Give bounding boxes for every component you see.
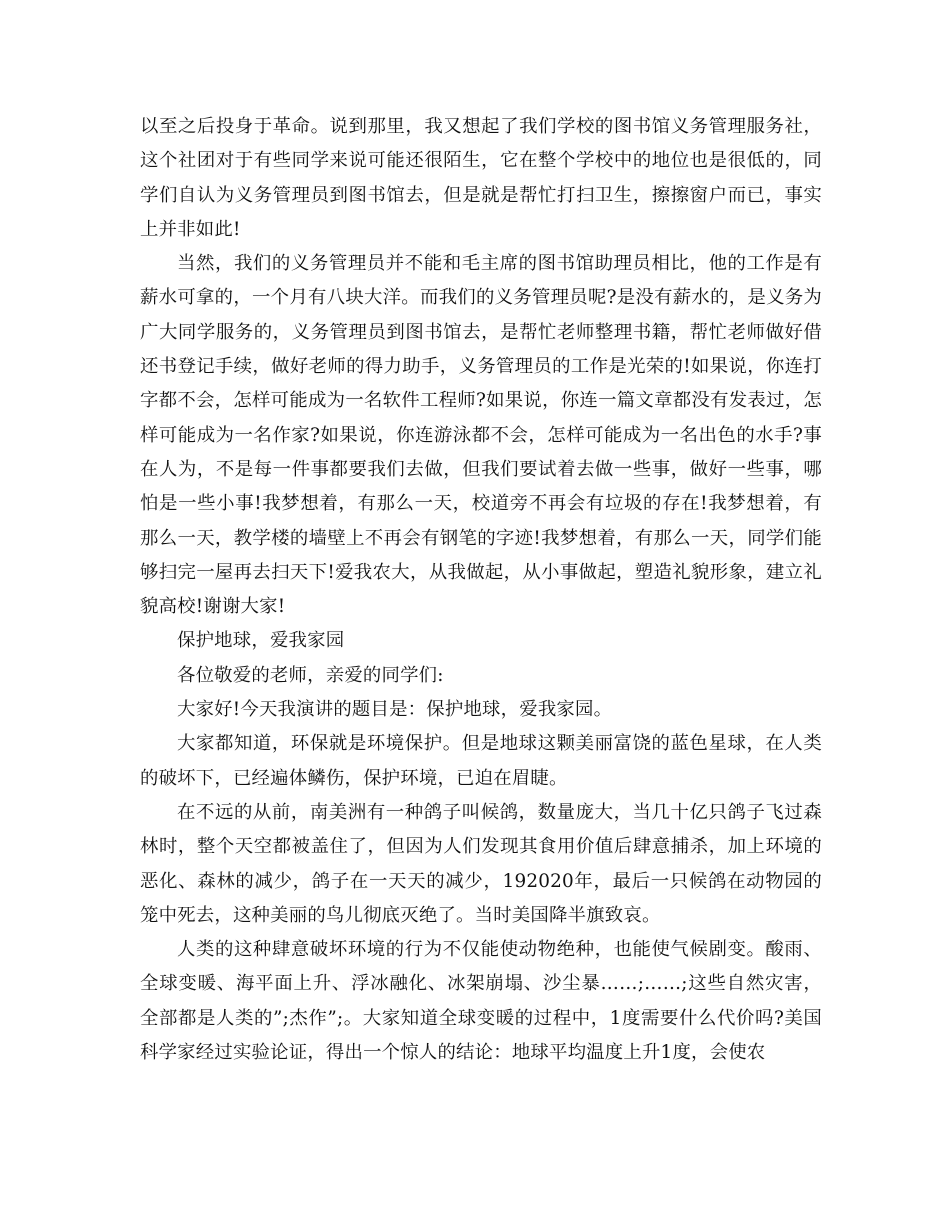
paragraph: 大家都知道，环保就是环境保护。但是地球这颗美丽富饶的蓝色星球，在人类的破坏下，已经遍体鳞伤，保护环境，已迫在眉睫。 (140, 733, 822, 789)
section-title: 保护地球，爱我家园 (177, 630, 345, 652)
document-page (140, 110, 822, 1070)
paragraph: 当然，我们的义务管理员并不能和毛主席的图书馆助理员相比，他的工作是有薪水可拿的，一个月有八块大洋。而我们的义务管理员呢?是没有薪水的，是义务为广大同学服务的，义务管理员到图书馆去，是帮忙老师整理书籍，帮忙老师做好借还书登记手续，做好老师的得力助手，义务管理员的工作是光荣的!如果说，你连打字都不会，怎样可能成为一名软件工程师?如果说，你连一篇文章都没有发表过，怎样可能成为一名作家?如果说，你连游泳都不会，怎样可能成为一名出色的水手?事在人为，不是每一件事都要我们去做，但我们要试着去做一些事，做好一些事，哪怕是一些小事!我梦想着，有那么一天，校道旁不再会有垃圾的存在!我梦想着，有那么一天，教学楼的墙壁上不再会有钢笔的字迹!我梦想着，有那么一天，同学们能够扫完一屋再去扫天下!爱我农大，从我做起，从小事做起，塑造礼貌形象，建立礼貌高校!谢谢大家! (140, 253, 822, 618)
paragraph: 人类的这种肆意破坏环境的行为不仅能使动物绝种，也能使气候剧变。酸雨、全球变暖、海平面上升、浮冰融化、冰架崩塌、沙尘暴……;……;这些自然灾害，全部都是人类的”;杰作”;。大家知道全球变暖的过程中，1度需要什么代价吗?美国科学家经过实验论证，得出一个惊人的结论：地球平均温度上升1度，会使农 (140, 939, 822, 1064)
paragraph: 大家好!今天我演讲的题目是：保护地球，爱我家园。 (177, 699, 613, 721)
paragraph: 在不远的从前，南美洲有一种鸽子叫候鸽，数量庞大，当几十亿只鸽子飞过森林时，整个天空都被盖住了，但因为人们发现其食用价值后肆意捕杀，加上环境的恶化、森林的减少，鸽子在一天天的减少，192020年，最后一只候鸽在动物园的笼中死去，这种美丽的鸟儿彻底灭绝了。当时美国降半旗致哀。 (140, 801, 822, 926)
paragraph: 以至之后投身于革命。说到那里，我又想起了我们学校的图书馆义务管理服务社，这个社团对于有些同学来说可能还很陌生，它在整个学校中的地位也是很低的，同学们自认为义务管理员到图书馆去，但是就是帮忙打扫卫生，擦擦窗户而已，事实上并非如此! (140, 116, 822, 240)
salutation: 各位敬爱的老师，亲爱的同学们: (177, 664, 444, 686)
